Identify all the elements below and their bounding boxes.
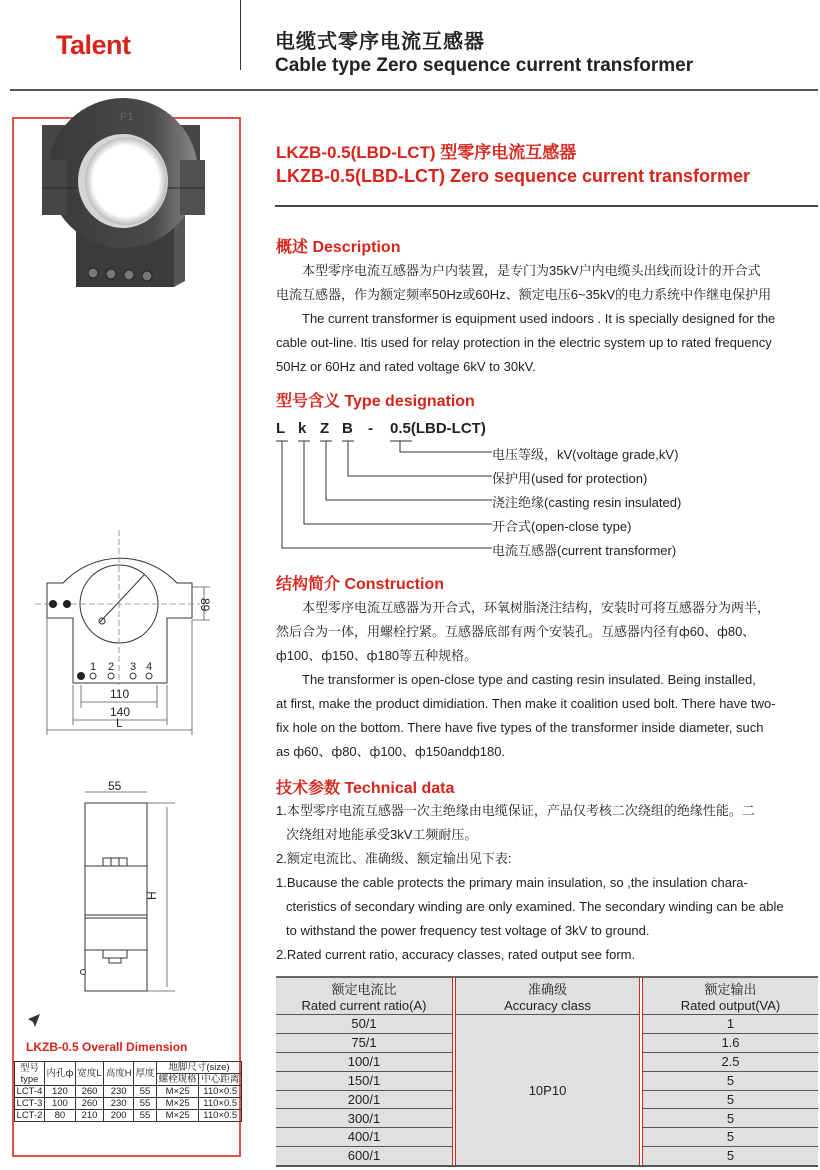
text-line: cteristics of secondary winding are only examined. The secondary winding can be able bbox=[286, 899, 784, 914]
rating-output-cell: 1.6 bbox=[643, 1034, 818, 1053]
construction-text bbox=[276, 596, 818, 764]
rating-col-ratio bbox=[276, 978, 452, 1166]
rating-ratio-cell: 75/1 bbox=[276, 1034, 452, 1053]
dim-89-label: 89 bbox=[198, 598, 212, 612]
side-dimension-drawing bbox=[40, 770, 190, 1010]
dim-H-label: H bbox=[145, 891, 159, 900]
rating-ratio-cell: 300/1 bbox=[276, 1110, 452, 1129]
rating-header-accuracy bbox=[456, 978, 639, 1015]
type-designation-heading: 型号含义 Type designation bbox=[276, 393, 475, 410]
rating-ratio-cell: 200/1 bbox=[276, 1091, 452, 1110]
dim-L-label: L bbox=[116, 716, 123, 730]
table-cell: 110×0.5 bbox=[199, 1086, 242, 1098]
type-label-open-close: 开合式(open-close type) bbox=[492, 519, 632, 534]
text-line: The transformer is open-close type and casting resin insulated. Being installed, bbox=[302, 672, 756, 687]
table-cell: 55 bbox=[134, 1086, 157, 1098]
text-line: 然后合为一体，用螺栓拧紧。互感器底部有两个安装孔。互感器内径有ф60、ф80、 bbox=[276, 624, 756, 639]
description-text bbox=[276, 259, 818, 379]
table-cell: LCT-2 bbox=[15, 1110, 45, 1122]
table-cell: 260 bbox=[75, 1098, 103, 1110]
text-line: to withstand the power frequency test voltage of 3kV to ground. bbox=[286, 923, 650, 938]
type-label-voltage: 电压等级，kV(voltage grade,kV) bbox=[492, 447, 679, 462]
text-line: at first, make the product dimidiation. Then make it coalition used bolt. There have two- bbox=[276, 696, 776, 711]
table-row bbox=[15, 1086, 242, 1098]
text-line: 1.Bucause the cable protects the primary main insulation, so ,the insulation chara- bbox=[276, 875, 748, 890]
text-line: as ф60、ф80、ф100、ф150andф180. bbox=[276, 744, 506, 759]
dim-header-height: 高度H bbox=[104, 1062, 134, 1086]
text-line: fix hole on the bottom. There have five types of the transformer inside diameter, such bbox=[276, 720, 764, 735]
table-cell: 55 bbox=[134, 1110, 157, 1122]
dimension-table bbox=[14, 1061, 242, 1122]
rating-output-cell: 2.5 bbox=[643, 1053, 818, 1072]
header-en: Rated current ratio(A) bbox=[301, 998, 427, 1013]
type-designation-leader-lines bbox=[270, 435, 500, 555]
rating-table-bottomline bbox=[276, 1165, 818, 1167]
description-heading: 概述 Description bbox=[276, 239, 401, 256]
photo-p1-label: P1 bbox=[120, 111, 134, 123]
header-cn: 准确级 bbox=[527, 982, 567, 997]
dim-header-center: 中心距离 bbox=[199, 1074, 242, 1086]
table-row bbox=[15, 1098, 242, 1110]
text-line: 2.Rated current ratio, accuracy classes, rated output see form. bbox=[276, 947, 636, 962]
terminal-3-label: 3 bbox=[130, 661, 137, 673]
table-cell: M×25 bbox=[156, 1110, 199, 1122]
text-line: 50Hz or 60Hz and rated voltage 6kV to 30kV. bbox=[276, 359, 536, 374]
text-line: cable out-line. Itis used for relay protection in the electric system up to rated frequency bbox=[276, 335, 772, 350]
header-divider bbox=[240, 0, 241, 70]
rating-output-cell: 5 bbox=[643, 1110, 818, 1129]
type-label-ct: 电流互感器(current transformer) bbox=[492, 543, 677, 558]
table-cell: LCT-4 bbox=[15, 1086, 45, 1098]
text-line: 电流互感器，作为额定频率50Hz或60Hz、额定电压6~35kV的电力系统中作继电保护用 bbox=[276, 287, 772, 302]
table-cell: M×25 bbox=[156, 1098, 199, 1110]
table-row bbox=[15, 1110, 242, 1122]
accuracy-class-value: 10P10 bbox=[528, 1083, 567, 1098]
dim-header-thickness: 厚度 bbox=[134, 1062, 157, 1086]
rating-output-cell: 1 bbox=[643, 1015, 818, 1034]
dim-header-size: 地脚尺寸(size) bbox=[156, 1062, 241, 1074]
dim-header-bore: 内孔ф bbox=[44, 1062, 75, 1086]
rating-ratio-cell: 400/1 bbox=[276, 1128, 452, 1147]
dim-header-width: 宽度L bbox=[75, 1062, 103, 1086]
rating-output-cell: 5 bbox=[643, 1147, 818, 1166]
type-label-insulation: 浇注绝缘(casting resin insulated) bbox=[492, 495, 682, 510]
header-en: Rated output(VA) bbox=[680, 998, 781, 1013]
table-cell: 55 bbox=[134, 1098, 157, 1110]
product-title-en: LKZB-0.5(LBD-LCT) Zero sequence current transformer bbox=[276, 166, 751, 186]
text-line: ф100、ф150、ф180等五种规格。 bbox=[276, 648, 478, 663]
arrow-icon bbox=[26, 1013, 42, 1029]
type-code-char: Z bbox=[320, 420, 330, 437]
type-code-char: k bbox=[298, 420, 307, 437]
text-line: 本型零序电流互感器为户内装置，是专门为35kV户内电缆头出线而设计的开合式 bbox=[302, 263, 761, 278]
header-cn: 额定输出 bbox=[704, 982, 757, 997]
table-cell: 110×0.5 bbox=[199, 1110, 242, 1122]
rating-output-cell: 5 bbox=[643, 1128, 818, 1147]
text-line: 2.额定电流比、准确级、额定输出见下表: bbox=[276, 851, 512, 866]
table-cell: 210 bbox=[75, 1110, 103, 1122]
table-cell: 230 bbox=[104, 1086, 134, 1098]
text-line: The current transformer is equipment used indoors . It is specially designed for the bbox=[302, 311, 776, 326]
table-cell: 110×0.5 bbox=[199, 1098, 242, 1110]
dimension-table-title: LKZB-0.5 Overall Dimension bbox=[26, 1040, 188, 1054]
type-code-char: L bbox=[276, 420, 286, 437]
dim-header-type: 型号 type bbox=[15, 1062, 45, 1086]
rating-col-output bbox=[643, 978, 818, 1166]
table-cell: 100 bbox=[44, 1098, 75, 1110]
rating-output-cell: 5 bbox=[643, 1091, 818, 1110]
rating-ratio-cell: 600/1 bbox=[276, 1147, 452, 1166]
terminal-2-label: 2 bbox=[108, 661, 115, 673]
terminal-4-label: 4 bbox=[146, 661, 153, 673]
brand-logo: Talent bbox=[56, 30, 131, 60]
table-cell: LCT-3 bbox=[15, 1098, 45, 1110]
dim-55-label: 55 bbox=[108, 779, 122, 793]
table-cell: 230 bbox=[104, 1098, 134, 1110]
technical-text bbox=[276, 799, 818, 967]
text-line: 本型零序电流互感器为开合式，环氧树脂浇注结构，安装时可将互感器分为两半， bbox=[302, 600, 771, 615]
table-cell: M×25 bbox=[156, 1086, 199, 1098]
type-code-char: 0.5(LBD-LCT) bbox=[390, 420, 486, 437]
table-cell: 120 bbox=[44, 1086, 75, 1098]
dim-110-label: 110 bbox=[110, 687, 130, 701]
text-line: 次绕组对地能承受3kV工频耐压。 bbox=[286, 827, 478, 842]
front-dimension-drawing bbox=[30, 530, 220, 745]
type-code-char: B bbox=[342, 420, 353, 437]
rating-ratio-cell: 50/1 bbox=[276, 1015, 452, 1034]
rating-ratio-cell: 100/1 bbox=[276, 1053, 452, 1072]
type-code-char: - bbox=[368, 420, 373, 437]
technical-heading: 技术参数 Technical data bbox=[276, 780, 455, 797]
product-photo bbox=[20, 55, 230, 375]
rating-header-ratio bbox=[276, 978, 452, 1015]
rating-col-accuracy bbox=[456, 978, 639, 1166]
header-en: Accuracy class bbox=[504, 998, 591, 1013]
type-label-protection: 保护用(used for protection) bbox=[492, 471, 648, 486]
rating-ratio-cell: 150/1 bbox=[276, 1072, 452, 1091]
title-rule bbox=[275, 205, 818, 207]
product-title-cn: LKZB-0.5(LBD-LCT) 型零序电流互感器 bbox=[276, 143, 577, 162]
dim-140-label: 140 bbox=[110, 705, 131, 719]
construction-heading: 结构简介 Construction bbox=[276, 576, 444, 593]
dim-header-bolt: 螺栓规格 bbox=[156, 1074, 199, 1086]
rating-header-output bbox=[643, 978, 818, 1015]
table-cell: 260 bbox=[75, 1086, 103, 1098]
text-line: 1.本型零序电流互感器一次主绝缘由电缆保证，产品仅考核二次绕组的绝缘性能。二 bbox=[276, 803, 755, 818]
header-cn: 额定电流比 bbox=[331, 982, 397, 997]
table-cell: 200 bbox=[104, 1110, 134, 1122]
header-title-en: Cable type Zero sequence current transformer bbox=[275, 55, 694, 76]
table-cell: 80 bbox=[44, 1110, 75, 1122]
header-title-cn: 电缆式零序电流互感器 bbox=[275, 31, 485, 53]
terminal-1-label: 1 bbox=[90, 661, 97, 673]
rating-output-cell: 5 bbox=[643, 1072, 818, 1091]
